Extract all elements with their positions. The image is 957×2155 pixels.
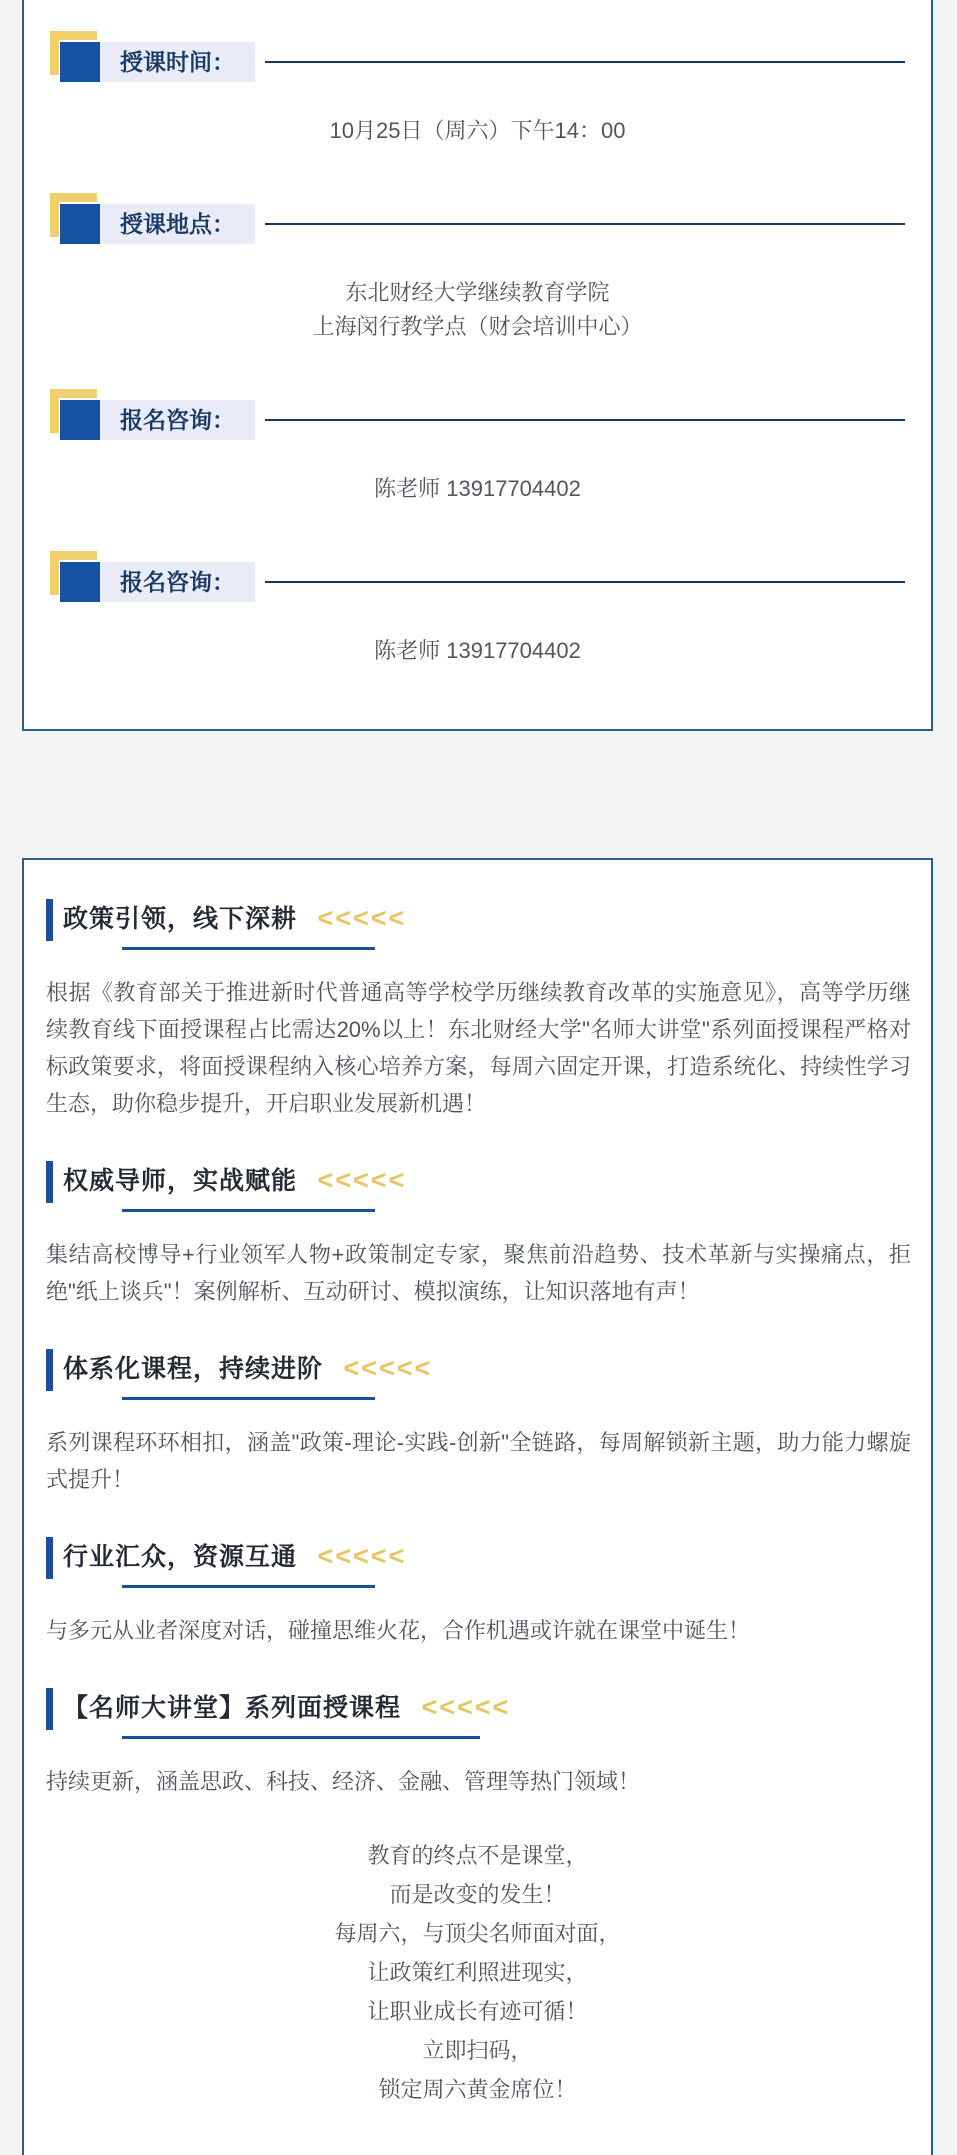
section-header xyxy=(60,400,905,440)
chevron-arrows-icon: <<<<< xyxy=(343,1353,433,1383)
feature-heading xyxy=(46,1158,911,1212)
heading-row xyxy=(63,1158,911,1207)
section-label: 授课时间： xyxy=(120,49,235,75)
section-label-strip xyxy=(60,400,255,440)
chevron-arrows-icon: <<<<< xyxy=(317,1541,407,1571)
feature-policy xyxy=(46,896,911,1122)
heading-underline xyxy=(122,1397,375,1400)
closing-line: 每周六，与顶尖名师面对面， xyxy=(334,1921,621,1946)
section-header xyxy=(60,42,905,82)
heading-title: 行业汇众，资源互通 xyxy=(63,1543,298,1571)
section-content xyxy=(24,472,931,506)
corner-bracket-icon xyxy=(50,193,97,237)
section-label-strip xyxy=(60,562,255,602)
contact-text: 陈老师 13917704402 xyxy=(374,476,581,501)
heading-underline xyxy=(122,1585,375,1588)
info-section-class-location xyxy=(24,204,931,344)
info-box xyxy=(22,0,933,731)
feature-paragraph: 与多元从业者深度对话，碰撞思维火花，合作机遇或许就在课堂中诞生！ xyxy=(46,1618,751,1643)
section-label: 授课地点： xyxy=(120,211,235,237)
heading-bar-icon xyxy=(46,1161,53,1203)
closing-line: 立即扫码， xyxy=(422,2038,533,2063)
feature-heading xyxy=(46,1534,911,1588)
info-section-registration-1 xyxy=(24,400,931,506)
content-box xyxy=(22,858,933,2155)
heading-title: 体系化课程，持续进阶 xyxy=(63,1355,324,1383)
section-content xyxy=(24,634,931,668)
feature-curriculum xyxy=(46,1346,911,1498)
heading-underline xyxy=(122,947,375,950)
corner-bracket-icon xyxy=(50,31,97,75)
heading-underline xyxy=(122,1736,480,1739)
heading-row xyxy=(63,1346,911,1395)
header-rule xyxy=(265,581,905,583)
closing-line: 让职业成长有迹可循！ xyxy=(367,1999,588,2024)
section-header xyxy=(60,562,905,602)
feature-network xyxy=(46,1534,911,1649)
heading-row xyxy=(63,1685,911,1734)
section-label: 报名咨询： xyxy=(120,569,235,595)
corner-bracket-icon xyxy=(50,551,97,595)
header-rule xyxy=(265,61,905,63)
heading-bar-icon xyxy=(46,1349,53,1391)
section-header xyxy=(60,204,905,244)
closing-line: 锁定周六黄金席位！ xyxy=(378,2077,577,2102)
feature-paragraph: 根据《教育部关于推进新时代普通高等学校学历继续教育改革的实施意见》，高等学历继续教育线下面授课程占比需达20%以上！东北财经大学"名师大讲堂"系列面授课程严格对标政策要求，将面授课程纳入核心培养方案，每周六固定开课，打造系统化、持续性学习生态，助你稳步提升，开启职业发展新机遇！ xyxy=(46,980,911,1116)
contact-text: 陈老师 13917704402 xyxy=(374,638,581,663)
chevron-arrows-icon: <<<<< xyxy=(317,903,407,933)
header-rule xyxy=(265,419,905,421)
feature-heading xyxy=(46,1685,911,1739)
heading-bar-icon xyxy=(46,1537,53,1579)
feature-heading xyxy=(46,1346,911,1400)
closing-line: 而是改变的发生！ xyxy=(389,1882,566,1907)
closing-line: 教育的终点不是课堂， xyxy=(367,1843,588,1868)
header-rule xyxy=(265,223,905,225)
chevron-arrows-icon: <<<<< xyxy=(421,1692,511,1722)
closing-block xyxy=(24,1836,931,2109)
feature-paragraph: 系列课程环环相扣，涵盖"政策-理论-实践-创新"全链路，每周解锁新主题，助力能力螺旋式提升！ xyxy=(46,1430,911,1492)
feature-heading xyxy=(46,896,911,950)
feature-mentors xyxy=(46,1158,911,1310)
heading-bar-icon xyxy=(46,899,53,941)
section-label: 报名咨询： xyxy=(120,407,235,433)
closing-line: 让政策红利照进现实， xyxy=(367,1960,588,1985)
heading-title: 政策引领，线下深耕 xyxy=(63,905,298,933)
section-label-strip xyxy=(60,204,255,244)
class-time-text: 10月25日（周六）下午14：00 xyxy=(329,118,626,143)
info-section-class-time xyxy=(24,42,931,148)
section-content xyxy=(24,276,931,344)
location-line-2: 上海闵行教学点（财会培训中心） xyxy=(312,314,643,339)
heading-title: 【名师大讲堂】系列面授课程 xyxy=(63,1694,402,1722)
feature-course-series xyxy=(46,1685,911,1800)
feature-paragraph: 集结高校博导+行业领军人物+政策制定专家，聚焦前沿趋势、技术革新与实操痛点，拒绝"纸上谈兵"！案例解析、互动研讨、模拟演练，让知识落地有声！ xyxy=(46,1242,911,1304)
heading-underline xyxy=(122,1209,375,1212)
heading-bar-icon xyxy=(46,1688,53,1730)
section-content xyxy=(24,114,931,148)
info-section-registration-2 xyxy=(24,562,931,668)
heading-row xyxy=(63,1534,911,1583)
section-label-strip xyxy=(60,42,255,82)
heading-row xyxy=(63,896,911,945)
feature-paragraph: 持续更新，涵盖思政、科技、经济、金融、管理等热门领域！ xyxy=(46,1769,641,1794)
heading-title: 权威导师，实战赋能 xyxy=(63,1167,298,1195)
corner-bracket-icon xyxy=(50,389,97,433)
chevron-arrows-icon: <<<<< xyxy=(317,1165,407,1195)
location-line-1: 东北财经大学继续教育学院 xyxy=(345,280,610,305)
